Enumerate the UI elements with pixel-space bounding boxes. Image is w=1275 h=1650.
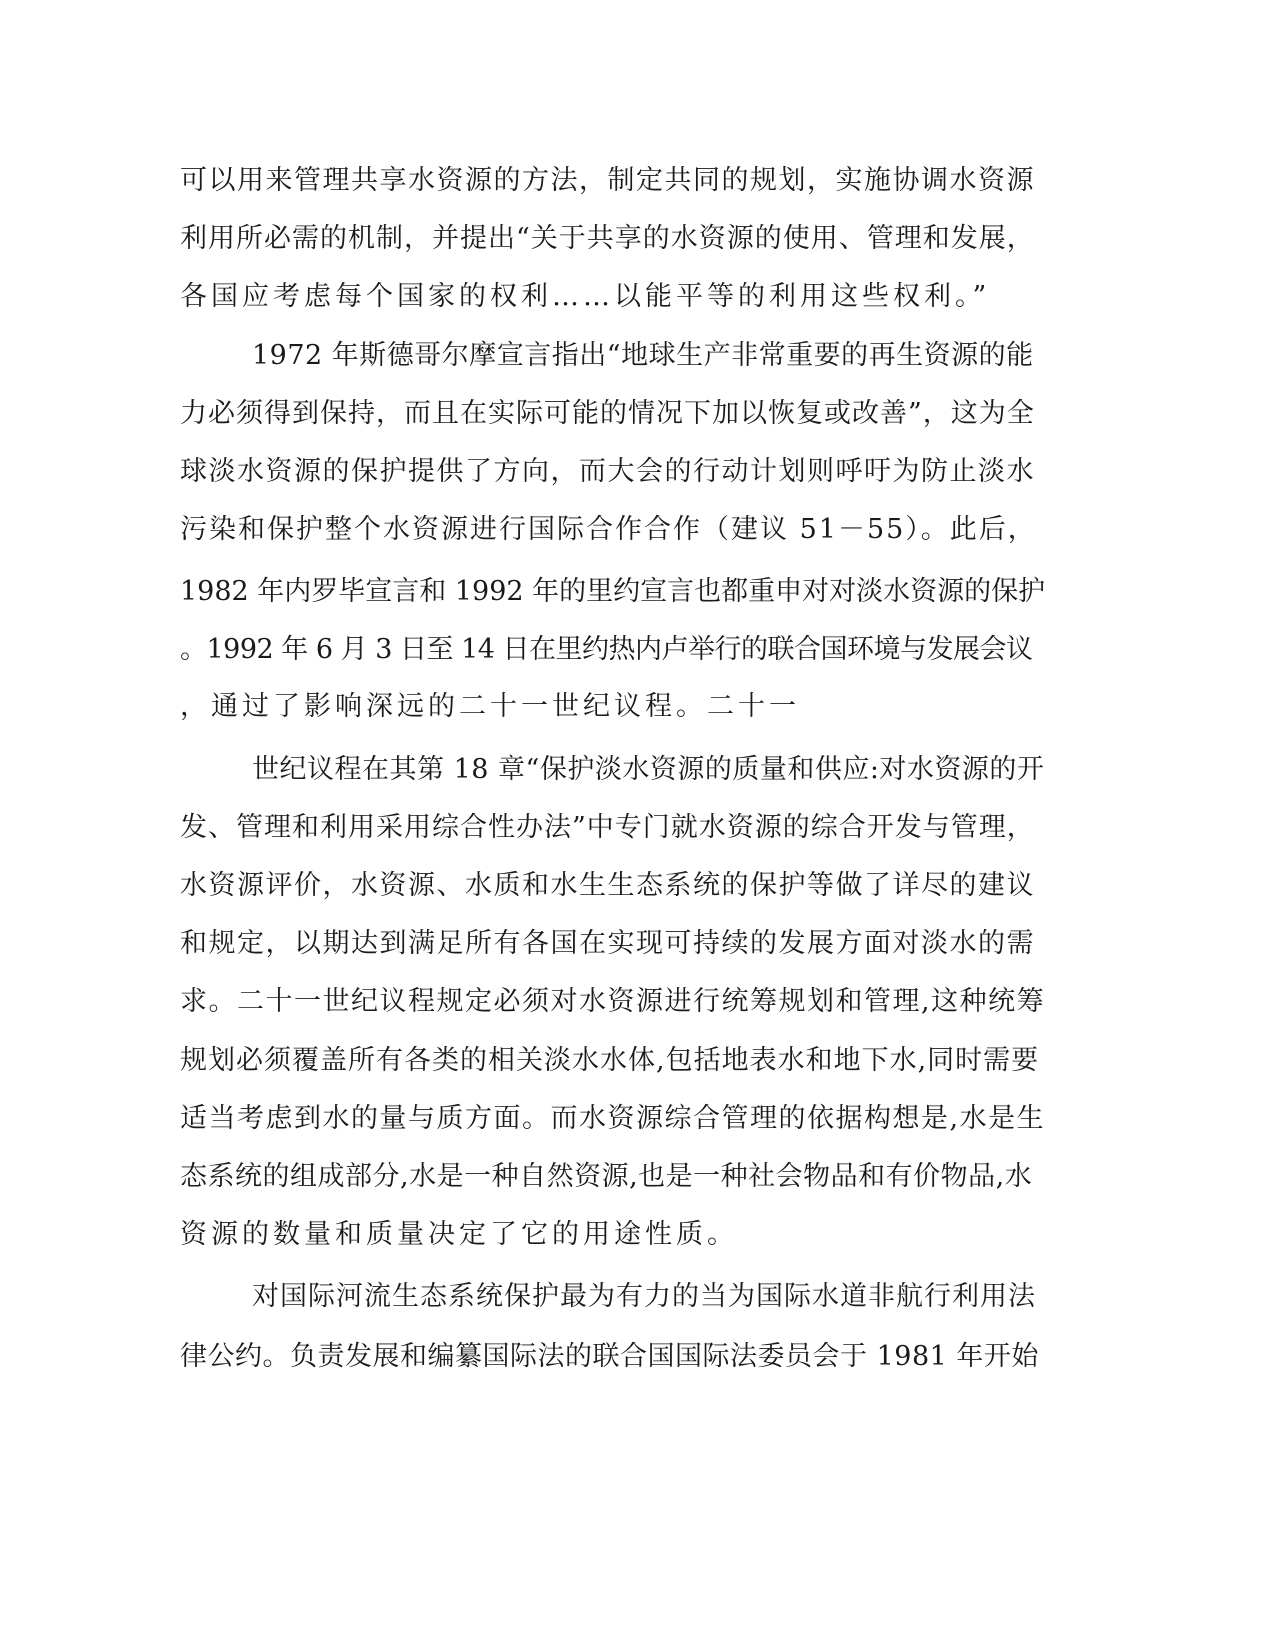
text-line: 1982 年内罗毕宣言和 1992 年的里约宣言也都重申对对淡水资源的保护 bbox=[180, 576, 1046, 607]
text-line: 球淡水资源的保护提供了方向，而大会的行动计划则呼吁为防止淡水 bbox=[180, 456, 1035, 487]
text-line: 态系统的组成部分,水是一种自然资源,也是一种社会物品和有价物品,水 bbox=[180, 1161, 1033, 1192]
text-line: 和规定，以期达到满足所有各国在实现可持续的发展方面对淡水的需 bbox=[180, 928, 1035, 959]
text-line: 世纪议程在其第 18 章“保护淡水资源的质量和供应:对水资源的开 bbox=[252, 754, 1045, 785]
text-line: 适当考虑到水的量与质方面。而水资源综合管理的依据构想是,水是生 bbox=[180, 1103, 1046, 1134]
text-line: 可以用来管理共享水资源的方法，制定共同的规划，实施协调水资源 bbox=[180, 165, 1035, 196]
text-line: 力必须得到保持，而且在实际可能的情况下加以恢复或改善”，这为全 bbox=[180, 398, 1035, 429]
text-line: 利用所必需的机制，并提出“关于共享的水资源的使用、管理和发展， bbox=[180, 223, 1035, 254]
text-line: ，通过了影响深远的二十一世纪议程。二十一 bbox=[180, 691, 800, 722]
text-line: 律公约。负责发展和编纂国际法的联合国国际法委员会于 1981 年开始 bbox=[180, 1341, 1039, 1372]
text-line: 1972 年斯德哥尔摩宣言指出“地球生产非常重要的再生资源的能 bbox=[252, 340, 1034, 371]
text-line: 污染和保护整个水资源进行国际合作合作（建议 51－55）。此后， bbox=[180, 514, 1037, 545]
text-line: 。1992 年 6 月 3 日至 14 日在里约热内卢举行的联合国环境与发展会议 bbox=[180, 634, 1033, 665]
text-line: 资源的数量和质量决定了它的用途性质。 bbox=[180, 1219, 738, 1250]
text-line: 发、管理和利用采用综合性办法”中专门就水资源的综合开发与管理， bbox=[180, 812, 1035, 843]
text-line: 水资源评价，水资源、水质和水生生态系统的保护等做了详尽的建议 bbox=[180, 870, 1035, 901]
text-line: 规划必须覆盖所有各类的相关淡水水体,包括地表水和地下水,同时需要 bbox=[180, 1045, 1040, 1076]
text-line: 各国应考虑每个国家的权利……以能平等的利用这些权利。” bbox=[180, 281, 991, 312]
text-line: 求。二十一世纪议程规定必须对水资源进行统筹规划和管理,这种统筹 bbox=[180, 986, 1046, 1017]
text-line: 对国际河流生态系统保护最为有力的当为国际水道非航行利用法 bbox=[252, 1281, 1036, 1312]
